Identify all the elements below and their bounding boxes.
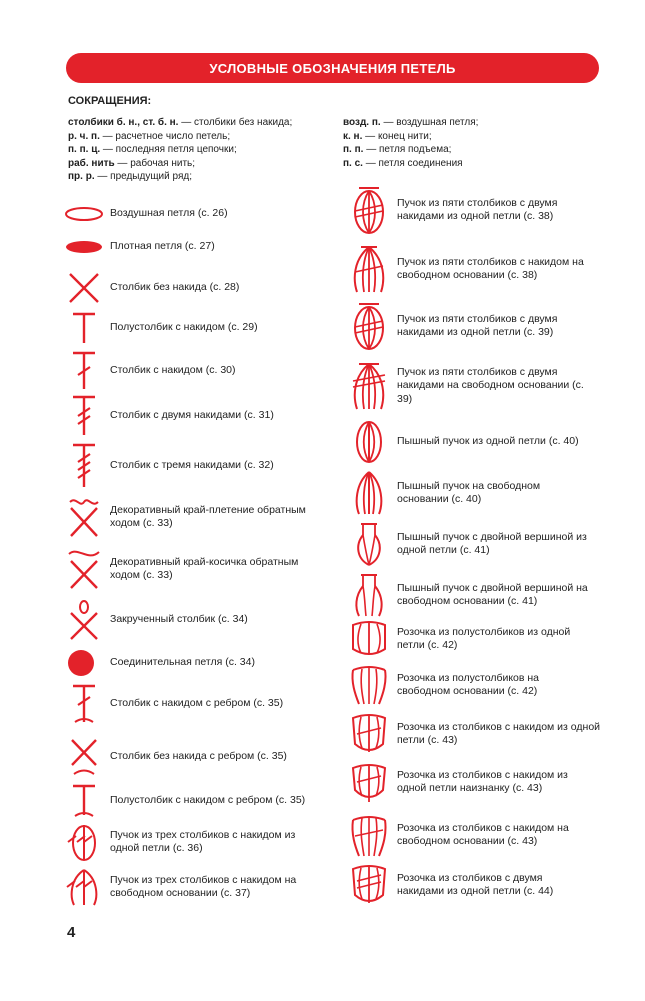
popcorn-tr-one-icon <box>347 863 397 907</box>
legend-item <box>64 271 239 305</box>
crab-edge-icon <box>64 496 110 538</box>
legend-label: Розочка из столбиков с накидом из одной петли (с. 43) <box>397 720 601 746</box>
legend-item <box>64 783 305 819</box>
legend-label: Пышный пучок на свободном основании (с. 40) <box>397 479 541 505</box>
abbr-key: возд. п. <box>343 117 381 128</box>
braid-edge-icon <box>64 548 110 590</box>
legend-item <box>64 683 283 725</box>
abbr-def: — петля подъема; <box>363 144 452 155</box>
legend-label: Пышный пучок из одной петли (с. 40) <box>397 435 579 448</box>
legend-item <box>347 244 597 294</box>
legend-item <box>64 311 258 345</box>
legend-item <box>347 521 602 567</box>
legend-item <box>347 420 579 464</box>
legend-item <box>347 760 597 804</box>
legend-label: Розочка из полустолбиков из одной петли (с. 42) <box>397 625 571 651</box>
double-treble-icon <box>64 443 110 489</box>
abbr-key: к. н. <box>343 130 363 142</box>
twisted-stitch-icon <box>64 599 110 641</box>
legend-label: Полустолбик с накидом с ребром (с. 35) <box>110 794 306 807</box>
legend-item <box>64 548 320 590</box>
abbr-line <box>68 130 292 144</box>
legend-label: Полустолбик с накидом (с. 29) <box>110 321 258 334</box>
abbr-key: р. ч. п. <box>68 130 100 142</box>
abbr-key: столбики б. н., ст. б. н. <box>68 117 179 128</box>
cluster5-tr-free-icon <box>347 361 397 411</box>
legend-item <box>64 496 310 538</box>
cluster5-dc-free-icon <box>347 244 397 294</box>
cluster5-tr-one-icon <box>347 185 397 235</box>
double-crochet-icon <box>64 351 110 391</box>
legend-item <box>64 599 248 641</box>
abbr-line <box>68 157 292 171</box>
legend-item <box>347 470 587 516</box>
page-title-banner <box>66 53 599 83</box>
legend-item <box>347 572 602 618</box>
abbr-key: пр. р. <box>68 171 95 182</box>
abbr-def: — расчетное число петель; <box>99 130 231 142</box>
abbr-key: п. п. ц. <box>68 144 101 155</box>
abbr-def: — столбики без накида; <box>178 117 293 128</box>
abbreviations-right <box>343 116 478 170</box>
legend-label: Пучок из пяти столбиков с двумя накидами из одной петли (с. 39) <box>397 312 558 338</box>
abbr-def: — рабочая нить; <box>114 157 196 169</box>
legend-item <box>64 443 274 489</box>
cluster5-tr-one-b-icon <box>347 301 397 351</box>
abbr-def: — воздушная петля; <box>380 117 479 128</box>
page-number: 4 <box>67 924 76 941</box>
legend-label: Столбик с двумя накидами (с. 31) <box>110 409 274 422</box>
single-ridge-icon <box>64 737 110 777</box>
legend-item <box>64 351 236 391</box>
page-title: УСЛОВНЫЕ ОБОЗНАЧЕНИЯ ПЕТЕЛЬ <box>209 60 456 76</box>
legend-label: Воздушная петля (с. 26) <box>110 207 228 220</box>
cluster3-free-icon <box>64 867 110 907</box>
legend-item <box>64 206 228 222</box>
abbr-def: — конец нити; <box>362 130 432 142</box>
abbr-key: раб. нить <box>68 157 115 169</box>
legend-label: Закрученный столбик (с. 34) <box>110 613 248 626</box>
legend-label: Столбик с накидом с ребром (с. 35) <box>110 697 284 710</box>
legend-label: Декоративный край-косичка обратным ходом (с. 33) <box>110 555 299 581</box>
abbreviations-title: СОКРАЩЕНИЯ: <box>68 95 152 107</box>
legend-item <box>347 863 592 907</box>
legend-item <box>64 822 310 862</box>
legend-label: Плотная петля (с. 27) <box>110 240 215 253</box>
legend-label: Столбик с тремя накидами (с. 32) <box>110 459 274 472</box>
abbr-line <box>68 116 292 130</box>
abbreviations-left <box>68 116 292 184</box>
abbr-key: п. п. <box>343 144 364 155</box>
legend-label: Розочка из столбиков с накидом на свободном основании (с. 43) <box>397 821 569 847</box>
legend-label: Розочка из полустолбиков на свободном основании (с. 42) <box>397 671 540 697</box>
abbr-line <box>343 116 478 130</box>
abbr-line <box>343 143 478 157</box>
legend-item <box>347 664 577 706</box>
legend-label: Столбик с накидом (с. 30) <box>110 364 236 377</box>
legend-item <box>347 185 592 235</box>
legend-item <box>64 395 274 437</box>
legend-label: Пучок из трех столбиков с накидом из одной петли (с. 36) <box>110 828 296 854</box>
legend-label: Соединительная петля (с. 34) <box>110 656 255 669</box>
legend-label: Розочка из столбиков с накидом из одной петли наизнанку (с. 43) <box>397 768 568 794</box>
popcorn-hdc-one-icon <box>347 619 397 659</box>
slip-loop-icon <box>64 239 110 255</box>
abbr-line <box>343 157 478 171</box>
double-ridge-icon <box>64 683 110 725</box>
legend-label: Пучок из трех столбиков с накидом на свободном основании (с. 37) <box>110 873 297 899</box>
legend-label: Пышный пучок с двойной вершиной на свободном основании (с. 41) <box>397 581 588 607</box>
popcorn-dc-reverse-icon <box>347 760 397 804</box>
legend-item <box>64 737 287 777</box>
legend-item <box>347 619 577 659</box>
abbr-def: — последняя петля цепочки; <box>100 144 237 155</box>
legend-item <box>347 812 597 858</box>
abbr-line <box>68 143 292 157</box>
legend-item <box>64 239 215 255</box>
treble-icon <box>64 395 110 437</box>
legend-label: Пучок из пяти столбиков с накидом на свободном основании (с. 38) <box>397 255 584 281</box>
legend-label: Декоративный край-плетение обратным ходом (с. 33) <box>110 503 306 529</box>
legend-item <box>347 712 602 756</box>
puff-double-top-free-icon <box>347 572 397 618</box>
legend-label: Пучок из пяти столбиков с двумя накидами из одной петли (с. 38) <box>397 196 558 222</box>
legend-item <box>347 301 592 351</box>
popcorn-dc-free-icon <box>347 812 397 858</box>
legend-label: Розочка из столбиков с двумя накидами из одной петли (с. 44) <box>397 871 554 897</box>
puff-free-icon <box>347 470 397 516</box>
puff-double-top-one-icon <box>347 521 397 567</box>
puff-one-icon <box>347 420 397 464</box>
abbr-def: — предыдущий ряд; <box>94 171 192 182</box>
abbr-key: п. с. <box>343 157 363 169</box>
half-double-ridge-icon <box>64 783 110 819</box>
legend-label: Столбик без накида (с. 28) <box>110 281 240 294</box>
cluster3-one-icon <box>64 822 110 862</box>
abbr-line <box>343 130 478 144</box>
legend-label: Пышный пучок с двойной вершиной из одной петли (с. 41) <box>397 530 587 556</box>
chain-stitch-icon <box>64 206 110 222</box>
popcorn-dc-one-icon <box>347 712 397 756</box>
abbr-def: — петля соединения <box>362 157 463 169</box>
legend-item <box>64 649 255 677</box>
legend-item <box>64 867 310 907</box>
legend-label: Пучок из пяти столбиков с двумя накидами на свободном основании (с. 39) <box>397 365 584 405</box>
legend-label: Столбик без накида с ребром (с. 35) <box>110 750 287 763</box>
slip-stitch-icon <box>64 649 110 677</box>
half-double-icon <box>64 311 110 345</box>
abbr-line <box>68 170 292 184</box>
legend-item <box>347 361 597 411</box>
popcorn-hdc-free-icon <box>347 664 397 706</box>
single-crochet-icon <box>64 271 110 305</box>
